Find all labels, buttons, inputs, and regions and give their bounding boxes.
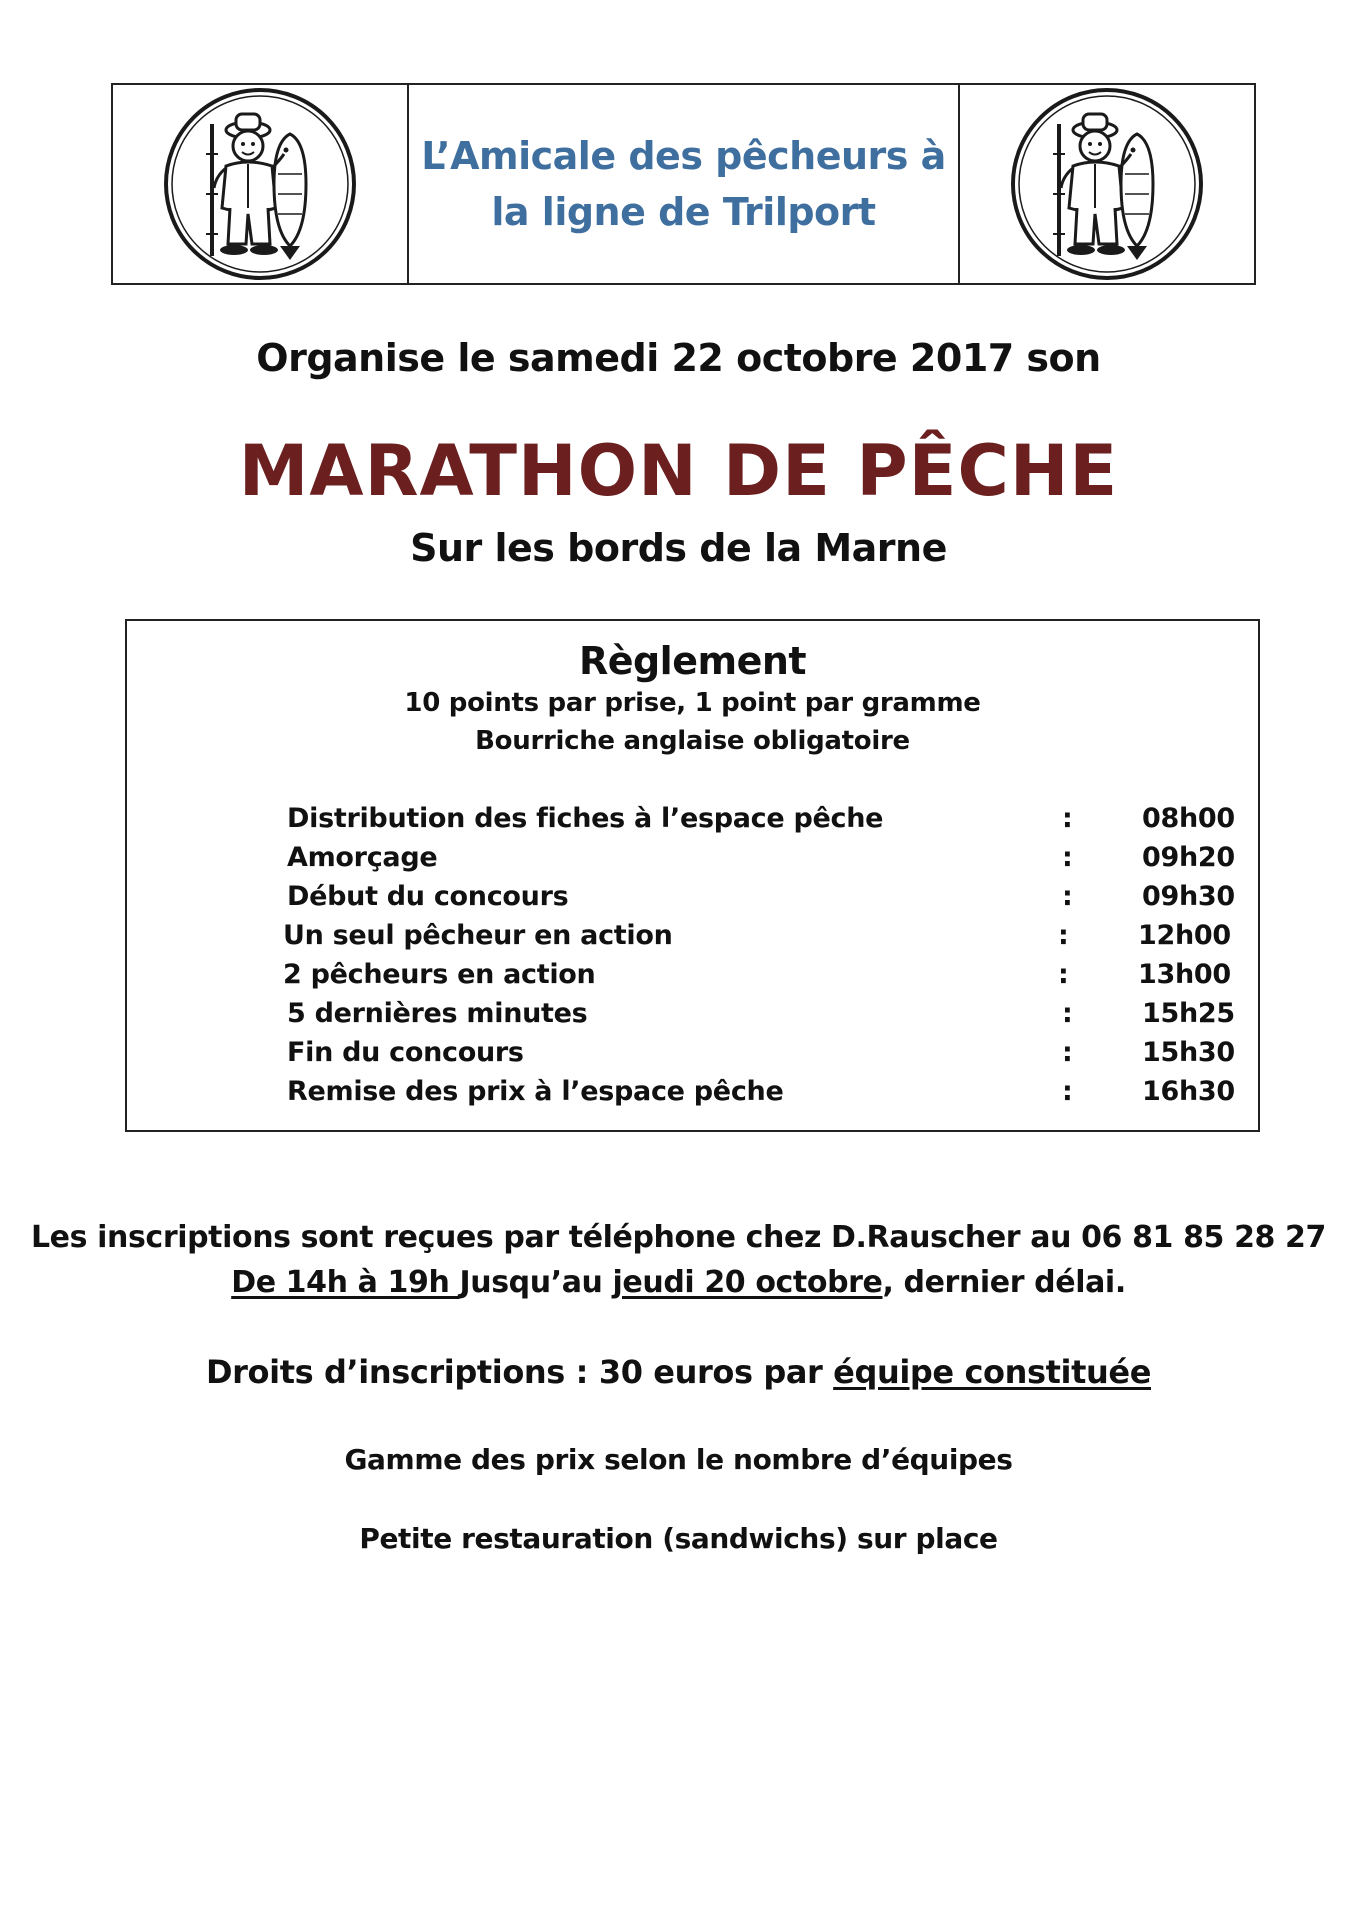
- rules-box: [125, 619, 1260, 1132]
- header-table: [111, 83, 1256, 285]
- organise-line: Organise le samedi 22 octobre 2017 son: [256, 336, 1101, 380]
- rules-scoring: 10 points par prise, 1 point par gramme: [404, 688, 981, 718]
- schedule-time: 09h30: [1142, 881, 1235, 912]
- schedule-separator: :: [1062, 842, 1073, 873]
- inscriptions-line: Les inscriptions sont reçues par téléphone chez D.Rauscher au 06 81 85 28 27: [30, 1220, 1327, 1255]
- schedule-label: 5 dernières minutes: [287, 998, 588, 1029]
- deadline-text: jeudi 20 octobre: [612, 1265, 883, 1300]
- schedule-time: 16h30: [1142, 1076, 1235, 1107]
- schedule-label: Amorçage: [287, 842, 438, 873]
- fees-text: Droits d’inscriptions : 30 euros par: [206, 1353, 834, 1391]
- schedule-label: Remise des prix à l’espace pêche: [287, 1076, 784, 1107]
- club-name-line-1: L’Amicale des pêcheurs à: [421, 134, 946, 178]
- schedule-row: [287, 998, 1235, 1038]
- schedule-time: 13h00: [1138, 959, 1231, 990]
- club-name-cell: [409, 85, 958, 283]
- schedule-row: [287, 1037, 1235, 1077]
- schedule-label: Distribution des fiches à l’espace pêche: [287, 803, 884, 834]
- schedule-separator: :: [1062, 1076, 1073, 1107]
- fisherman-logo-icon: [160, 84, 360, 284]
- rules-title: Règlement: [578, 639, 807, 683]
- hours-text: De 14h à 19h: [231, 1265, 460, 1300]
- schedule-time: 15h30: [1142, 1037, 1235, 1068]
- rules-keepnet: Bourriche anglaise obligatoire: [475, 726, 910, 756]
- club-name-line-2: la ligne de Trilport: [491, 190, 876, 234]
- schedule-label: Début du concours: [287, 881, 569, 912]
- logo-cell-right: [958, 85, 1254, 283]
- schedule-row: [287, 1076, 1235, 1116]
- schedule-row: [283, 959, 1231, 999]
- schedule-row: [287, 803, 1235, 843]
- schedule-label: 2 pêcheurs en action: [283, 959, 596, 990]
- fisherman-logo-icon: [1007, 84, 1207, 284]
- fees-line: [0, 1353, 1357, 1391]
- schedule-separator: :: [1062, 803, 1073, 834]
- schedule-time: 12h00: [1138, 920, 1231, 951]
- schedule-separator: :: [1058, 920, 1069, 951]
- schedule-row: [283, 920, 1231, 960]
- prizes-line: Gamme des prix selon le nombre d’équipes: [344, 1443, 1013, 1476]
- schedule-time: 09h20: [1142, 842, 1235, 873]
- logo-cell-left: [113, 85, 409, 283]
- schedule-label: Un seul pêcheur en action: [283, 920, 673, 951]
- schedule-row: [287, 842, 1235, 882]
- schedule-separator: :: [1062, 881, 1073, 912]
- schedule-separator: :: [1058, 959, 1069, 990]
- schedule-row: [287, 881, 1235, 921]
- schedule-separator: :: [1062, 1037, 1073, 1068]
- schedule-time: 15h25: [1142, 998, 1235, 1029]
- schedule-time: 08h00: [1142, 803, 1235, 834]
- event-location: Sur les bords de la Marne: [410, 526, 947, 570]
- team-text: équipe constituée: [833, 1353, 1151, 1391]
- event-title: MARATHON DE PÊCHE: [238, 430, 1119, 512]
- schedule-label: Fin du concours: [287, 1037, 524, 1068]
- hours-line: [0, 1265, 1357, 1300]
- schedule-separator: :: [1062, 998, 1073, 1029]
- deadline-suffix: , dernier délai.: [882, 1265, 1126, 1300]
- food-line: Petite restauration (sandwichs) sur place: [359, 1522, 998, 1555]
- until-text: Jusqu’au: [459, 1265, 613, 1300]
